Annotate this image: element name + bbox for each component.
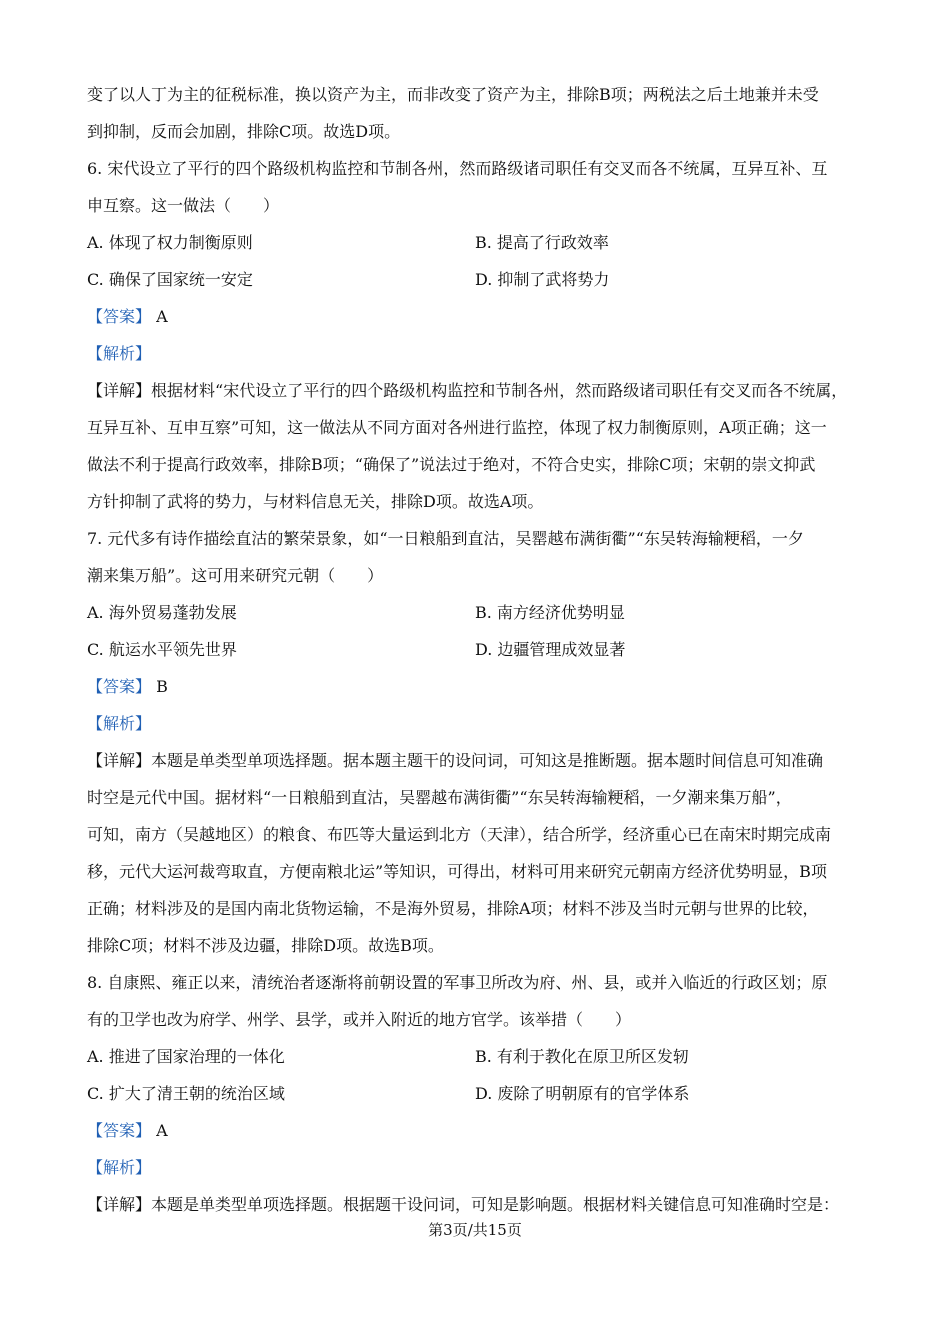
option-b: B. 提高了行政效率: [475, 233, 609, 252]
detail-line: 移，元代大运河裁弯取直，方便南粮北运”等知识，可得出，材料可用来研究元朝南方经济优势明显，B项: [87, 862, 827, 881]
option-c: C. 确保了国家统一安定: [87, 270, 253, 289]
analysis-tag: 【解析】: [87, 344, 152, 363]
detail-line: 做法不利于提高行政效率，排除B项；“确保了”说法过于绝对，不符合史实，排除C项；宋朝的崇文抑武: [87, 455, 816, 474]
option-b: B. 南方经济优势明显: [475, 603, 625, 622]
answer-tag: 【答案】: [87, 677, 152, 696]
question-stem: 有的卫学也改为府学、州学、县学，或并入附近的地方官学。该举措（ ）: [87, 1010, 632, 1029]
answer-line: [87, 1112, 865, 1149]
option-row: [87, 224, 865, 261]
question-stem: 8. 自康熙、雍正以来，清统治者逐渐将前朝设置的军事卫所改为府、州、县，或并入临近的行政区划；原: [87, 973, 828, 992]
answer-line: [87, 298, 865, 335]
option-a: A. 海外贸易蓬勃发展: [87, 603, 237, 622]
option-row: [87, 631, 865, 668]
answer-value: B: [156, 677, 168, 696]
option-row: [87, 1075, 865, 1112]
detail-line: 可知，南方（吴越地区）的粮食、布匹等大量运到北方（天津），结合所学，经济重心已在南宋时期完成南: [87, 825, 832, 844]
detail-tag: 【详解】: [87, 751, 152, 770]
page-footer: 第3页/共15页: [428, 1221, 522, 1239]
option-row: [87, 261, 865, 298]
question-stem: 6. 宋代设立了平行的四个路级机构监控和节制各州，然而路级诸司职任有交叉而各不统属，互异互补、互: [87, 159, 828, 178]
answer-tag: 【答案】: [87, 307, 152, 326]
analysis-line: [87, 1149, 865, 1186]
option-d: D. 抑制了武将势力: [475, 270, 610, 289]
detail-line: 时空是元代中国。据材料“一日粮船到直沽，吴罂越布满街衢”“东吴转海输粳稻，一夕潮来集万船”，: [87, 788, 792, 807]
option-c: C. 航运水平领先世界: [87, 640, 237, 659]
intro-line: 到抑制，反而会加剧，排除C项。故选D项。: [87, 122, 401, 141]
detail-text: 本题是单类型单项选择题。据本题主题干的设问词，可知这是推断题。据本题时间信息可知准确: [151, 751, 824, 770]
option-row: [87, 1038, 865, 1075]
analysis-line: [87, 705, 865, 742]
option-a: A. 体现了权力制衡原则: [87, 233, 253, 252]
analysis-tag: 【解析】: [87, 714, 152, 733]
option-c: C. 扩大了清王朝的统治区域: [87, 1084, 285, 1103]
detail-line: 方针抑制了武将的势力，与材料信息无关，排除D项。故选A项。: [87, 492, 544, 511]
question-6: [87, 150, 865, 520]
detail-text: 本题是单类型单项选择题。根据题干设问词，可知是影响题。根据材料关键信息可知准确时空是：: [151, 1195, 840, 1214]
detail-line: 排除C项；材料不涉及边疆，排除D项。故选B项。: [87, 936, 444, 955]
intro-line: 变了以人丁为主的征税标准，换以资产为主，而非改变了资产为主，排除B项；两税法之后土地兼并未受: [87, 85, 819, 104]
option-d: D. 废除了明朝原有的官学体系: [475, 1084, 690, 1103]
question-8: [87, 964, 865, 1223]
answer-value: A: [156, 1121, 168, 1140]
detail-line: [87, 742, 865, 779]
detail-tag: 【详解】: [87, 1195, 152, 1214]
question-stem: 潮来集万船”。这可用来研究元朝（ ）: [87, 566, 384, 585]
detail-line: [87, 372, 865, 409]
analysis-line: [87, 335, 865, 372]
analysis-tag: 【解析】: [87, 1158, 152, 1177]
option-a: A. 推进了国家治理的一体化: [87, 1047, 285, 1066]
detail-line: 互异互补、互申互察”可知，这一做法从不同方面对各州进行监控，体现了权力制衡原则，A项正确；这一: [87, 418, 827, 437]
answer-value: A: [156, 307, 168, 326]
question-stem: 申互察。这一做法（ ）: [87, 196, 280, 215]
question-7: [87, 520, 865, 964]
answer-tag: 【答案】: [87, 1121, 152, 1140]
detail-tag: 【详解】: [87, 381, 152, 400]
answer-line: [87, 668, 865, 705]
page-content: [87, 76, 865, 1223]
detail-line: [87, 1186, 865, 1223]
detail-line: 正确；材料涉及的是国内南北货物运输，不是海外贸易，排除A项；材料不涉及当时元朝与世界的比较，: [87, 899, 819, 918]
detail-text: 根据材料“宋代设立了平行的四个路级机构监控和节制各州，然而路级诸司职任有交叉而各不统属，: [151, 381, 848, 400]
option-row: [87, 594, 865, 631]
question-stem: 7. 元代多有诗作描绘直沽的繁荣景象，如“一日粮船到直沽，吴罂越布满街衢”“东吴转海输粳稻，一夕: [87, 529, 804, 548]
option-b: B. 有利于教化在原卫所区发轫: [475, 1047, 689, 1066]
option-d: D. 边疆管理成效显著: [475, 640, 626, 659]
